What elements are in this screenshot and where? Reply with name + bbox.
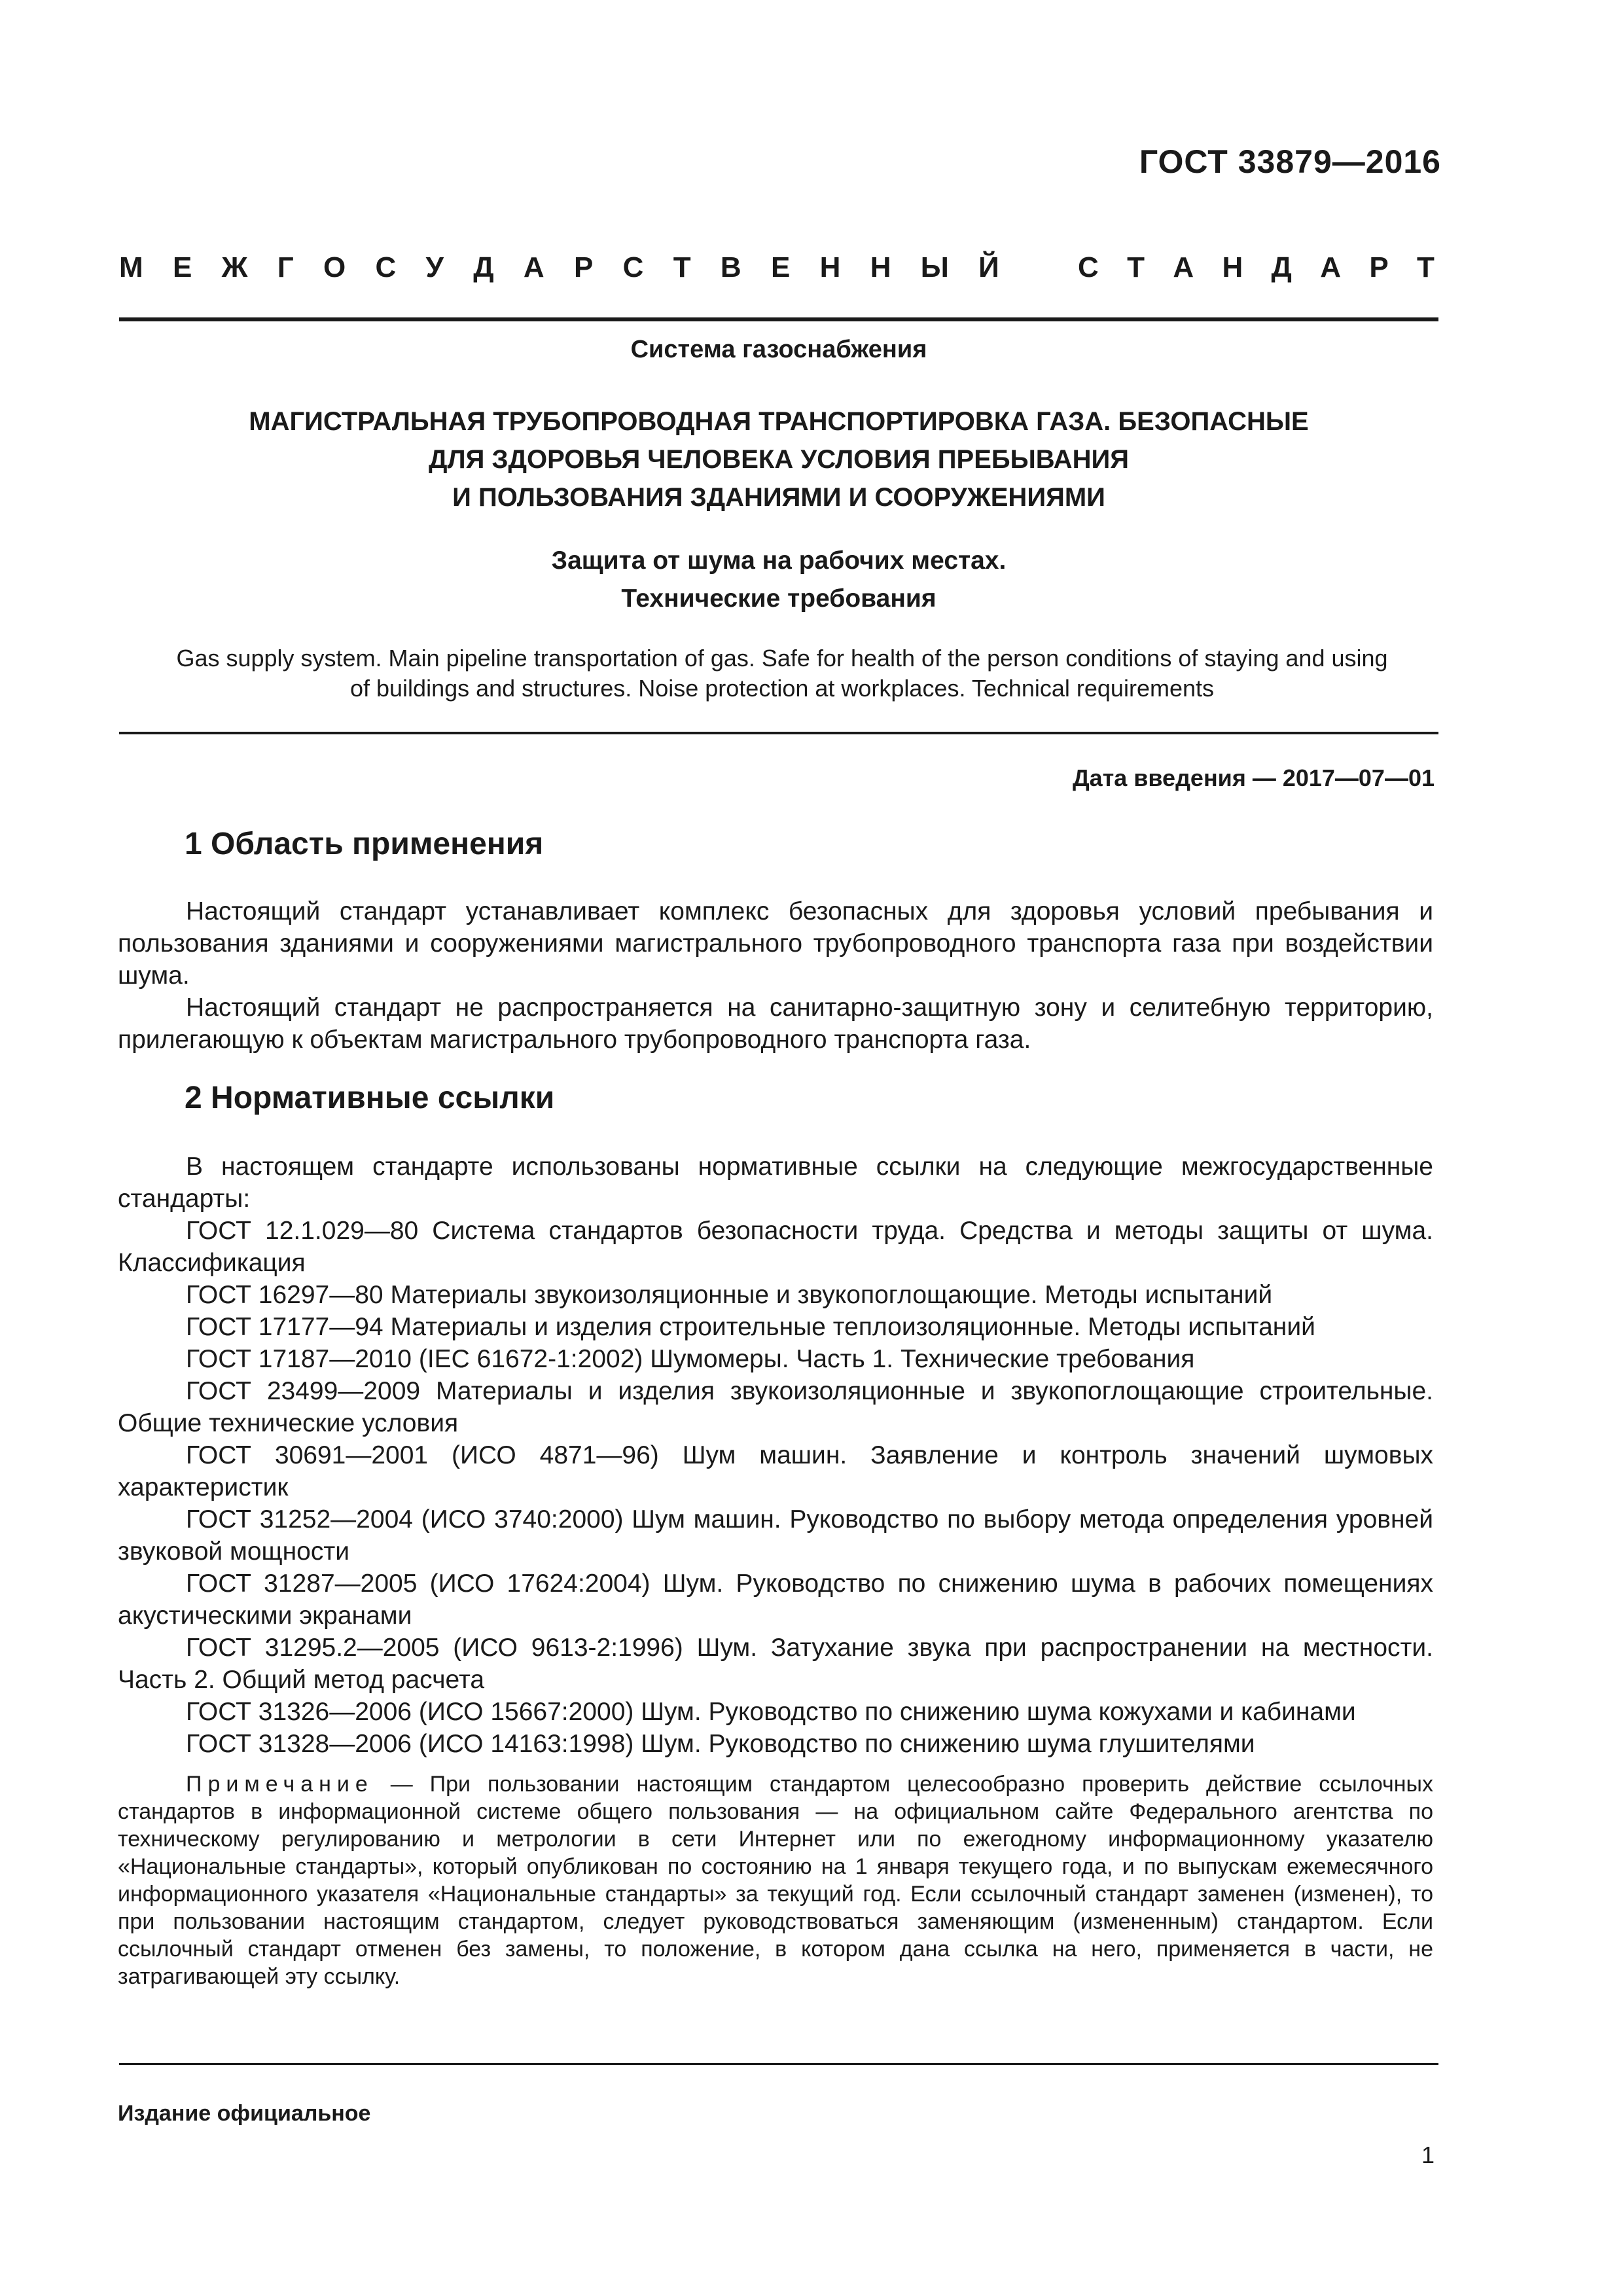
- main-title-line: МАГИСТРАЛЬНАЯ ТРУБОПРОВОДНАЯ ТРАНСПОРТИРОВКА ГАЗА. БЕЗОПАСНЫЕ: [249, 407, 1309, 436]
- note-text: — При пользовании настоящим стандартом целесообразно проверить действие ссылочных стандартов в информационной системе общего пользования — на официальном сайте Федерального агентства по техническому регулированию и метрологии в сети Интернет или по ежегодному информационному указателю «Национальные стандарты», который опубликован по состоянию на 1 января текущего года, и по выпускам ежемесячного информационного указателя «Национальные стандарты» за текущий год. Если ссылочный стандарт заменен (изменен), то при пользовании настоящим стандартом, следует руководствоваться заменяющим (измененным) стандартом. Если ссылочный стандарт отменен без замены, то положение, в котором дана ссылка на него, применяется в части, не затрагивающей эту ссылку.: [118, 1772, 1433, 1989]
- english-title-line: Gas supply system. Main pipeline transportation of gas. Safe for health of the person conditions of staying and using: [176, 645, 1388, 672]
- banner-letter: А: [1173, 251, 1194, 283]
- banner-letter: Д: [473, 251, 494, 283]
- banner-letter: Ы: [920, 251, 949, 283]
- banner-word-1: [119, 251, 999, 284]
- reference-item: ГОСТ 30691—2001 (ИСО 4871—96) Шум машин. Заявление и контроль значений шумовых характеристик: [118, 1441, 1433, 1501]
- document-code: ГОСТ 33879—2016: [1139, 143, 1441, 180]
- page-number: 1: [1421, 2142, 1435, 2168]
- banner-letter: Й: [978, 251, 999, 283]
- banner-letter: Р: [573, 251, 594, 283]
- english-title: [147, 643, 1417, 704]
- main-title: [119, 403, 1438, 516]
- banner-letter: Е: [770, 251, 791, 283]
- banner-letter: С: [375, 251, 397, 283]
- subtitle-line: Технические требования: [621, 584, 936, 613]
- reference-item: ГОСТ 16297—80 Материалы звукоизоляционные и звукопоглощающие. Методы испытаний: [186, 1281, 1273, 1309]
- reference-item: ГОСТ 17187—2010 (IEC 61672-1:2002) Шумомеры. Часть 1. Технические требования: [186, 1345, 1195, 1373]
- reference-item: ГОСТ 17177—94 Материалы и изделия строительные теплоизоляционные. Методы испытаний: [186, 1313, 1315, 1341]
- paragraph: Настоящий стандарт устанавливает комплекс безопасных для здоровья условий пребывания и пользования зданиями и сооружениями магистрального трубопроводного транспорта газа при воздействии шума.: [118, 897, 1433, 990]
- official-edition: Издание официальное: [118, 2101, 371, 2126]
- banner-letter: Д: [1271, 251, 1292, 283]
- note: [118, 1770, 1433, 1990]
- banner-letter: А: [523, 251, 544, 283]
- banner-word-2: [1078, 251, 1435, 284]
- banner-letter: Р: [1369, 251, 1389, 283]
- banner-letter: Е: [172, 251, 192, 283]
- banner-letter: С: [1078, 251, 1099, 283]
- title-rule: [119, 732, 1438, 734]
- subtitle: [119, 542, 1438, 618]
- paragraph: Настоящий стандарт не распространяется на санитарно-защитную зону и селитебную территорию, прилегающую к объектам магистрального трубопроводного транспорта газа.: [118, 994, 1433, 1054]
- note-paragraph: [118, 1770, 1433, 1990]
- banner-letter: Т: [673, 251, 691, 283]
- banner-letter: Ж: [221, 251, 248, 283]
- banner-letter: О: [323, 251, 346, 283]
- introduction-date: Дата введения — 2017—07—01: [1072, 764, 1435, 791]
- english-title-line: of buildings and structures. Noise protection at workplaces. Technical requirements: [349, 675, 1214, 702]
- reference-item: ГОСТ 31287—2005 (ИСО 17624:2004) Шум. Руководство по снижению шума в рабочих помещениях акустическими экранами: [118, 1570, 1433, 1630]
- reference-item: ГОСТ 31252—2004 (ИСО 3740:2000) Шум машин. Руководство по выбору метода определения уровней звуковой мощности: [118, 1505, 1433, 1566]
- banner-letter: У: [425, 251, 444, 283]
- main-title-line: ДЛЯ ЗДОРОВЬЯ ЧЕЛОВЕКА УСЛОВИЯ ПРЕБЫВАНИЯ: [429, 445, 1129, 474]
- banner-letter: Н: [1222, 251, 1243, 283]
- banner-letter: В: [720, 251, 741, 283]
- references-intro: В настоящем стандарте использованы нормативные ссылки на следующие межгосударственные стандарты:: [118, 1153, 1433, 1213]
- reference-item: ГОСТ 31326—2006 (ИСО 15667:2000) Шум. Руководство по снижению шума кожухами и кабинами: [186, 1698, 1356, 1726]
- standard-banner: [119, 251, 1435, 284]
- system-title: Система газоснабжения: [630, 336, 927, 363]
- note-label: Примечание: [186, 1772, 374, 1797]
- section-1-body: [118, 895, 1433, 1056]
- banner-letter: Т: [1417, 251, 1435, 283]
- banner-letter: Н: [870, 251, 891, 283]
- banner-letter: Т: [1127, 251, 1145, 283]
- banner-letter: М: [119, 251, 143, 283]
- main-title-line: И ПОЛЬЗОВАНИЯ ЗДАНИЯМИ И СООРУЖЕНИЯМИ: [452, 483, 1105, 512]
- reference-item: ГОСТ 31328—2006 (ИСО 14163:1998) Шум. Руководство по снижению шума глушителями: [186, 1730, 1255, 1758]
- banner-letter: Н: [819, 251, 841, 283]
- reference-item: ГОСТ 31295.2—2005 (ИСО 9613-2:1996) Шум. Затухание звука при распространении на местности. Часть 2. Общий метод расчета: [118, 1634, 1433, 1694]
- reference-item: ГОСТ 23499—2009 Материалы и изделия звукоизоляционные и звукопоглощающие строительные. Общие технические условия: [118, 1377, 1433, 1437]
- banner-letter: А: [1320, 251, 1342, 283]
- footer-rule: [119, 2063, 1438, 2065]
- top-rule: [119, 317, 1438, 321]
- banner-letter: Г: [277, 251, 294, 283]
- subtitle-line: Защита от шума на рабочих местах.: [551, 547, 1007, 575]
- section-2-heading: 2 Нормативные ссылки: [185, 1081, 555, 1115]
- section-1-heading: 1 Область применения: [185, 827, 544, 861]
- section-2-body: [118, 1151, 1433, 1760]
- banner-letter: С: [622, 251, 644, 283]
- reference-item: ГОСТ 12.1.029—80 Система стандартов безопасности труда. Средства и методы защиты от шума. Классификация: [118, 1217, 1433, 1277]
